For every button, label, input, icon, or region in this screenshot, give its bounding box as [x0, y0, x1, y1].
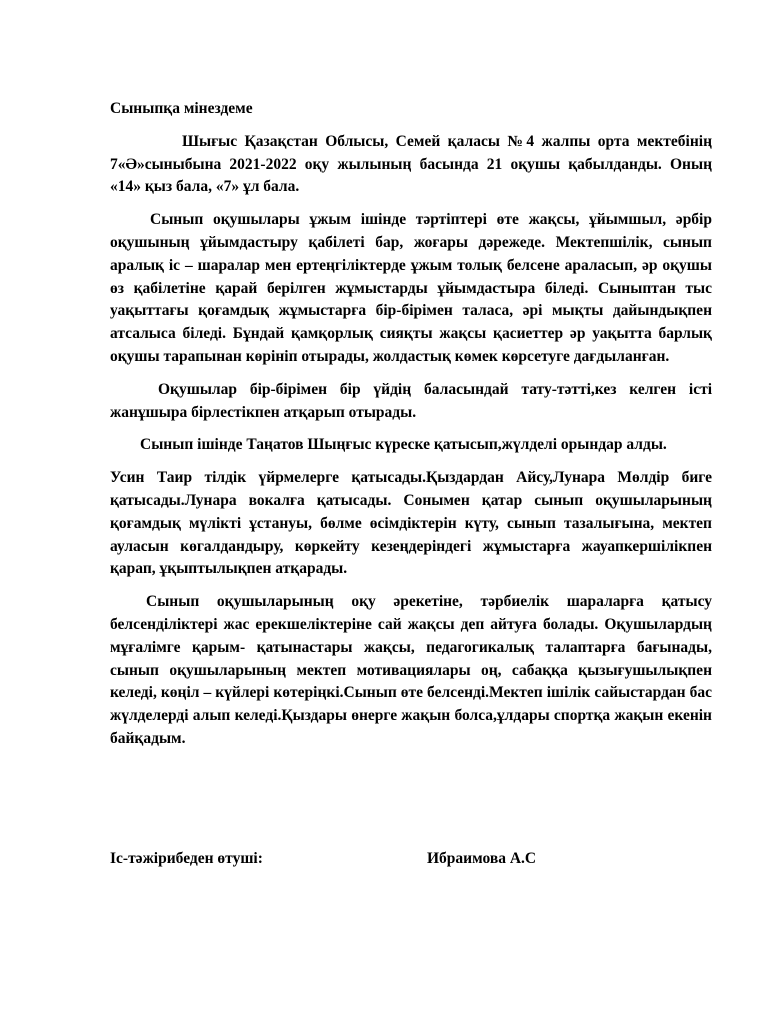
- signature-line: [110, 850, 712, 874]
- document-body: [110, 98, 712, 761]
- paragraph-activities: Усин Таир тілдік үйрмелерге қатысады.Қыздардан Айсу,Лунара Мөлдір биге қатысады.Лунара вокалға қатысады. Сонымен қатар сынып оқушыларының қоғамдық мүлікті ұстануы, бөлме өсімдіктерін күту, сынып тазалығына, мектеп ауласын көгалдандыру, көркейту кезеңдеріндегі жұмыстарға жауапкершілікпен қарап, ұқыптылықпен атқарады.: [110, 469, 712, 578]
- paragraph-discipline: Сынып оқушылары ұжым ішінде тәртіптері өте жақсы, ұйымшыл, әрбір оқушының ұйымдастыру қабілеті бар, жоғары дәрежеде. Мектепшілік, сынып аралық іс – шаралар мен ертеңгіліктерде ұжым толық белсене араласып, әр оқушы өз қабілетіне қарай берілген жұмыстарды ұйымдастыра біледі. Сыныптан тыс уақыттағы қоғамдық жұмыстарға бір-бірімен таласа, әрі мықты дайындықпен атсалыса біледі. Бұндай қамқорлық сияқты жақсы қасиеттер әр уақытта барлық оқушы тарапынан көрініп отырады, жолдастық көмек көрсетуге дағдыланған.: [110, 211, 712, 365]
- paragraph-summary: Сынып оқушыларының оқу әрекетіне, тәрбиелік шараларға қатысу белсенділіктері жас ерекшеліктеріне сай жақсы деп айтуға болады. Оқушылардың мұғалімге қарым- қатынастары жақсы, педагогикалық талаптарға бағынады, сынып оқушыларының мектеп мотивациялары оң, сабаққа қызығушылықпен келеді, көңіл – күйлері көтеріңкі.Сынып өте белсенді.Мектеп ішілік сайыстардан бас жүлделерді алып келеді.Қыздары өнерге жақын болса,ұлдары спортқа жақын екенін байқадым.: [110, 593, 712, 747]
- paragraph-sports: Сынып ішінде Таңатов Шыңғыс күреске қатысып,жүлделі орындар алды.: [140, 436, 667, 454]
- signature-name: Ибраимова А.С: [427, 850, 537, 867]
- paragraph-class-intro: Шығыс Қазақстан Облысы, Семей қаласы №4 жалпы орта мектебінің 7«Ә»сыныбына 2021-2022 оқу жылының басында 21 оқушы қабылданды. Оның «14» қыз бала, «7» ұл бала.: [110, 132, 712, 196]
- signature-label: Іс-тәжірибеден өтуші:: [110, 850, 263, 867]
- paragraph-friendship: Оқушылар бір-бірімен бір үйдің баласындай тату-тәтті,кез келген істі жанұшыра бірлестікпен атқарып отырады.: [110, 380, 712, 421]
- document-title: Сыныпқа мінездеме: [110, 100, 253, 117]
